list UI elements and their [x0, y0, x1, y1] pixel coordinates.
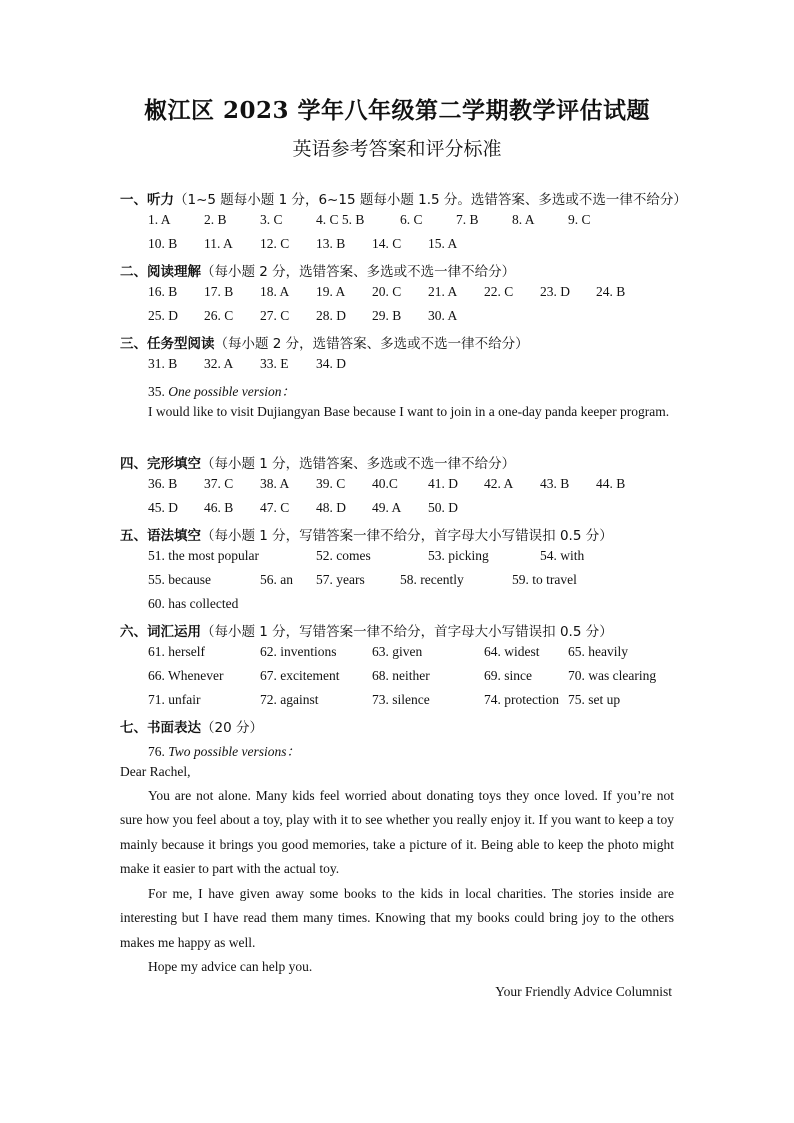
answer: 3. C	[260, 212, 283, 227]
answer: 42. A	[484, 476, 514, 491]
answer: 50. D	[428, 500, 458, 515]
answer: 51. the most popular	[148, 548, 259, 563]
answer: 62. inventions	[260, 644, 337, 659]
q35-version: One possible version：	[168, 384, 295, 399]
section-name: 六、词汇运用	[120, 624, 201, 640]
answer: 21. A	[428, 284, 458, 299]
letter-greeting: Dear Rachel,	[120, 764, 191, 779]
section-name: 二、阅读理解	[120, 264, 201, 280]
answer: 17. B	[204, 284, 234, 299]
answer: 34. D	[316, 356, 346, 371]
answer: 28. D	[316, 308, 346, 323]
answer: 70. was clearing	[568, 668, 657, 683]
section-note: （每小题 2 分，选错答案、多选或不选一律不给分）	[201, 264, 516, 280]
answer: 23. D	[540, 284, 570, 299]
answer: 59. to travel	[512, 572, 577, 587]
document-subtitle: 英语参考答案和评分标准	[292, 138, 502, 160]
answer: 14. C	[372, 236, 402, 251]
letter-paragraph-1-text: You are not alone. Many kids feel worried about donating toys they once loved. If you’re not sure how you feel about a toy, play with it to see whether you really enjoy it. If you want to keep a toy mainly because it brings you good memories, take a picture of it. Being able to keep the photo might make it easier to part with the actual toy.	[120, 788, 674, 876]
answer: 74. protection	[484, 692, 559, 707]
answer: 64. widest	[484, 644, 540, 659]
answer: 68. neither	[372, 668, 430, 683]
section-name: 五、语法填空	[120, 528, 201, 544]
answer: 41. D	[428, 476, 458, 491]
answer: 63. given	[372, 644, 423, 659]
letter-paragraph-2-text: For me, I have given away some books to the kids in local charities. The stories inside are interesting but I have read them many times. Knowing that my books could bring joy to the others makes me happy as well.	[120, 886, 674, 950]
answer: 31. B	[148, 356, 178, 371]
answer: 54. with	[540, 548, 585, 563]
section-note: （20 分）	[201, 720, 263, 736]
answer: 7. B	[456, 212, 479, 227]
answer: 66. Whenever	[148, 668, 224, 683]
section-writing-heading	[120, 716, 263, 736]
answer: 4. C 5. B	[316, 212, 365, 227]
q35-answer	[120, 400, 674, 424]
answer: 12. C	[260, 236, 290, 251]
answer: 69. since	[484, 668, 532, 683]
answer: 27. C	[260, 308, 290, 323]
answer: 48. D	[316, 500, 346, 515]
q76-version: Two possible versions：	[168, 744, 301, 759]
q35-label	[148, 380, 295, 400]
answer: 22. C	[484, 284, 514, 299]
section-note: （每小题 1 分，选错答案、多选或不选一律不给分）	[201, 456, 516, 472]
answer: 40.C	[372, 476, 398, 491]
answer: 32. A	[204, 356, 234, 371]
answer: 43. B	[540, 476, 570, 491]
answer: 38. A	[260, 476, 290, 491]
section-vocabulary-heading	[120, 620, 613, 640]
section-note: （每小题 2 分，选错答案、多选或不选一律不给分）	[214, 336, 529, 352]
answer: 71. unfair	[148, 692, 201, 707]
answer: 44. B	[596, 476, 626, 491]
answer: 53. picking	[428, 548, 489, 563]
answer: 24. B	[596, 284, 626, 299]
answer: 19. A	[316, 284, 346, 299]
section-note: （1~5 题每小题 1 分，6~15 题每小题 1.5 分。选错答案、多选或不选一律不给分）	[174, 192, 687, 208]
answer: 1. A	[148, 212, 171, 227]
letter-paragraph-3	[120, 955, 674, 979]
q76-number: 76.	[148, 744, 165, 759]
answer: 20. C	[372, 284, 402, 299]
answer: 18. A	[260, 284, 290, 299]
answer: 46. B	[204, 500, 234, 515]
answer: 39. C	[316, 476, 346, 491]
answer: 26. C	[204, 308, 234, 323]
answer: 13. B	[316, 236, 346, 251]
answer: 16. B	[148, 284, 178, 299]
answer: 65. heavily	[568, 644, 628, 659]
answer: 2. B	[204, 212, 227, 227]
section-name: 七、书面表达	[120, 720, 201, 736]
answer: 25. D	[148, 308, 178, 323]
answer: 75. set up	[568, 692, 621, 707]
letter-paragraph-3-text: Hope my advice can help you.	[148, 959, 313, 974]
section-listening-heading	[120, 188, 687, 208]
q35-number: 35.	[148, 384, 165, 399]
answer: 45. D	[148, 500, 178, 515]
document-title: 椒江区 2023 学年八年级第二学期教学评估试题	[143, 97, 651, 124]
q76-label	[148, 740, 300, 760]
answer: 8. A	[512, 212, 535, 227]
letter-paragraph-2	[120, 882, 674, 955]
answer: 9. C	[568, 212, 591, 227]
answer: 67. excitement	[260, 668, 340, 683]
answer: 52. comes	[316, 548, 371, 563]
answer: 37. C	[204, 476, 234, 491]
letter-signature: Your Friendly Advice Columnist	[495, 984, 672, 999]
answer: 58. recently	[400, 572, 464, 587]
answer: 15. A	[428, 236, 458, 251]
section-cloze-heading	[120, 452, 515, 472]
answer: 72. against	[260, 692, 319, 707]
answer: 11. A	[204, 236, 233, 251]
section-note: （每小题 1 分，写错答案一律不给分，首字母大小写错误扣 0.5 分）	[201, 624, 613, 640]
answer: 56. an	[260, 572, 293, 587]
answer: 57. years	[316, 572, 365, 587]
section-name: 四、完形填空	[120, 456, 201, 472]
answer: 33. E	[260, 356, 289, 371]
answer: 61. herself	[148, 644, 205, 659]
answer: 49. A	[372, 500, 402, 515]
letter-paragraph-1	[120, 784, 674, 881]
answer: 60. has collected	[148, 596, 239, 611]
answer: 55. because	[148, 572, 211, 587]
section-task-reading-heading	[120, 332, 529, 352]
answer: 47. C	[260, 500, 290, 515]
section-note: （每小题 1 分，写错答案一律不给分，首字母大小写错误扣 0.5 分）	[201, 528, 613, 544]
section-grammar-heading	[120, 524, 613, 544]
section-reading-heading	[120, 260, 515, 280]
answer: 73. silence	[372, 692, 430, 707]
answer: 10. B	[148, 236, 178, 251]
answer: 29. B	[372, 308, 402, 323]
answer: 30. A	[428, 308, 458, 323]
answer: 6. C	[400, 212, 423, 227]
section-name: 三、任务型阅读	[120, 336, 215, 352]
section-name: 一、听力	[120, 192, 174, 208]
q35-answer-text: I would like to visit Dujiangyan Base because I want to join in a one-day panda keeper program.	[148, 404, 670, 419]
answer: 36. B	[148, 476, 178, 491]
